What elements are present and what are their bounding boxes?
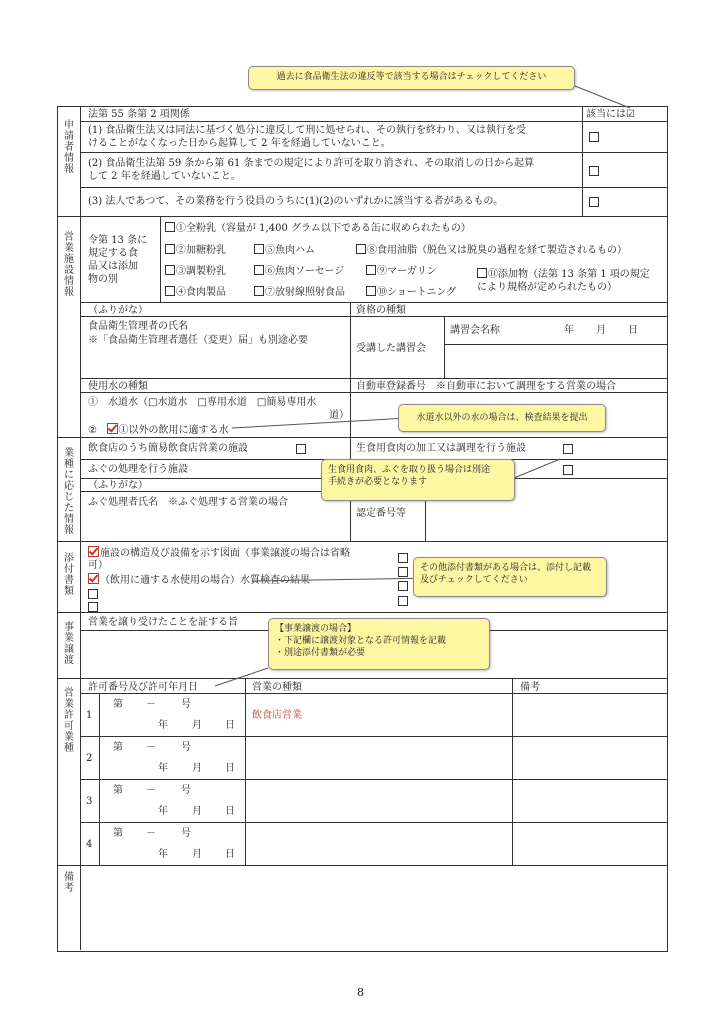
applicant-item-2-line-2: して 2 年を経過していないこと。: [88, 171, 241, 182]
vehicle-registration-label: 自動車登録番号 ※自動車において調理をする営業の場合: [356, 381, 616, 392]
qualification-type-label: 資格の種類: [356, 305, 406, 316]
applicant-item-3: (3) 法人であつて、その業務を行う役員のうちに(1)(2)のいずれかに該当する者があるもの。: [88, 196, 504, 207]
callout-violation-check: 過去に食品衛生法の違反等で該当する場合はチェックしてください: [248, 66, 575, 90]
permit-dash-label: －: [146, 742, 156, 753]
permit-number-date-header: 許可番号及び許可年月日: [88, 682, 198, 693]
check-header: 該当には☑: [586, 109, 635, 120]
callout-water-test: 水道水以外の水の場合は、検査結果を提出: [398, 404, 606, 432]
water-option-1-cont: 道）: [329, 410, 349, 421]
applicant-header: 法第 55 条第 2 項関係: [88, 109, 190, 120]
simple-restaurant-label: 飲食店のうち簡易飲食店営業の施設: [88, 443, 248, 454]
permit-dash-label: －: [146, 785, 156, 796]
manager-name-label: 食品衛生管理者の氏名: [88, 321, 188, 332]
permit-month-label: 月: [192, 763, 202, 774]
article13-label-line-4: 物の別: [88, 274, 118, 285]
attachment-2[interactable]: （飲用に適する水使用の場合）水質検査の結果: [88, 573, 310, 587]
section-label-facility: 営 業 施 設 情 報: [64, 232, 74, 298]
permit-go-label: 号: [181, 828, 191, 839]
permit-go-label: 号: [181, 742, 191, 753]
permit-year-label: 年: [158, 849, 168, 860]
raw-meat-label: 生食用食肉の加工又は調理を行う施設: [356, 443, 526, 454]
food-option-1[interactable]: ①全粉乳（容量が 1,400 グラム以下である缶に収められたもの）: [165, 222, 471, 235]
section-label-attachments: 添 付 書 類: [64, 553, 74, 597]
course-name-label: 講習会名称: [450, 325, 500, 336]
food-option-2[interactable]: ②加糖粉乳: [165, 244, 226, 257]
page-number: 8: [357, 986, 364, 999]
permit-day-label: 日: [225, 763, 235, 774]
certification-number-label: 認定番号等: [356, 508, 406, 519]
transfer-proof-label: 営業を譲り受けたことを証する旨: [88, 617, 238, 628]
food-option-9[interactable]: ⑨マーガリン: [366, 265, 437, 278]
section-label-permits: 営 業 許 可 業 種: [64, 688, 74, 754]
food-option-6[interactable]: ⑥魚肉ソーセージ: [254, 265, 344, 278]
section-label-transfer: 事 業 譲 渡: [64, 622, 74, 666]
fugu-facility-label: ふぐの処理を行う施設: [88, 464, 188, 475]
permit-row-number: 3: [86, 796, 93, 807]
water-option-2[interactable]: ② ①以外の飲用に適する水: [88, 425, 229, 436]
permit-row-number: 2: [86, 753, 93, 764]
callout-business-transfer: 【事業譲渡の場合】 ・下記欄に譲渡対象となる許可情報を記載 ・別途添付書類が必要: [268, 618, 490, 670]
fugu-furigana-label: （ふりがな）: [88, 480, 148, 491]
food-option-11-line-2: により規格が定められたもの）: [477, 282, 617, 293]
course-month-label: 月: [596, 325, 606, 336]
food-option-7[interactable]: ⑦放射線照射食品: [254, 286, 345, 299]
food-option-3[interactable]: ③調製粉乳: [165, 265, 226, 278]
permit-year-label: 年: [158, 763, 168, 774]
applicant-item-2-line-1: (2) 食品衛生法第 59 条から第 61 条までの規定により許可を取り消され、その取消しの日から起算: [88, 158, 535, 169]
permit-remarks-header: 備考: [520, 682, 540, 693]
permit-dash-label: －: [146, 699, 156, 710]
applicant-item-1-line-1: (1) 食品衛生法又は同法に基づく処分に違反して刑に処せられ、その執行を終わり、又は執行を受: [88, 125, 526, 136]
permit-month-label: 月: [192, 849, 202, 860]
food-option-10[interactable]: ⑩ショートニング: [366, 286, 456, 299]
permit-day-label: 日: [225, 849, 235, 860]
manager-furigana-label: （ふりがな）: [88, 305, 148, 316]
permit-dai-label: 第: [113, 699, 123, 710]
permit-row-number: 4: [86, 839, 93, 850]
course-year-label: 年: [564, 325, 574, 336]
callout-raw-meat-fugu: 生食用食肉、ふぐを取り扱う場合は別途 手続きが必要となります: [321, 459, 515, 501]
article13-label-line-3: 品又は添加: [88, 261, 138, 272]
permit-go-label: 号: [181, 785, 191, 796]
food-option-4[interactable]: ④食肉製品: [165, 286, 226, 299]
permit-year-label: 年: [158, 720, 168, 731]
manager-note: ※「食品衛生管理者選任（変更）届」も別途必要: [88, 335, 308, 346]
permit-month-label: 月: [192, 806, 202, 817]
course-day-label: 日: [628, 325, 638, 336]
permit-dash-label: －: [146, 828, 156, 839]
callout-other-attachments: その他添付書類がある場合は、添付し記載 及びチェックしてください: [413, 557, 607, 597]
attachment-1[interactable]: 施設の構造及び設備を示す図面（事業譲渡の場合は省略: [88, 546, 350, 560]
section-label-applicant: 申 請 者 情 報: [64, 120, 74, 175]
section-label-remarks: 備 考: [64, 872, 74, 894]
permit-dai-label: 第: [113, 785, 123, 796]
permit-day-label: 日: [225, 806, 235, 817]
permit-dai-label: 第: [113, 742, 123, 753]
food-option-5[interactable]: ⑤魚肉ハム: [254, 244, 315, 257]
permit-year-label: 年: [158, 806, 168, 817]
course-attended-label: 受講した講習会: [356, 343, 426, 354]
water-type-label: 使用水の種類: [88, 381, 148, 392]
permit-dai-label: 第: [113, 828, 123, 839]
food-option-8[interactable]: ⑧食用油脂（脱色又は脱臭の過程を経て製造されるもの）: [356, 244, 627, 257]
applicant-item-1-line-2: けることがなくなった日から起算して 2 年を経過していないこと。: [88, 138, 391, 149]
permit-month-label: 月: [192, 720, 202, 731]
attachment-1-cont: 可）: [88, 560, 108, 571]
permit-go-label: 号: [181, 699, 191, 710]
permit-business-type: 飲食店営業: [252, 710, 302, 721]
permit-row-number: 1: [86, 710, 93, 721]
permit-day-label: 日: [225, 720, 235, 731]
article13-label-line-1: 令第 13 条に: [88, 235, 148, 246]
article13-label-line-2: 規定する食: [88, 248, 138, 259]
food-option-11[interactable]: ⑪添加物（法第 13 条第 1 項の規定: [477, 268, 650, 281]
business-type-header: 営業の種類: [252, 682, 302, 693]
water-option-1: ① 水道水（□水道水 □専用水道 □簡易専用水: [88, 397, 317, 408]
fugu-person-label: ふぐ処理者氏名 ※ふぐ処理する営業の場合: [88, 497, 288, 508]
section-label-industry: 業 種 に 応 じ た 情 報: [64, 448, 74, 536]
